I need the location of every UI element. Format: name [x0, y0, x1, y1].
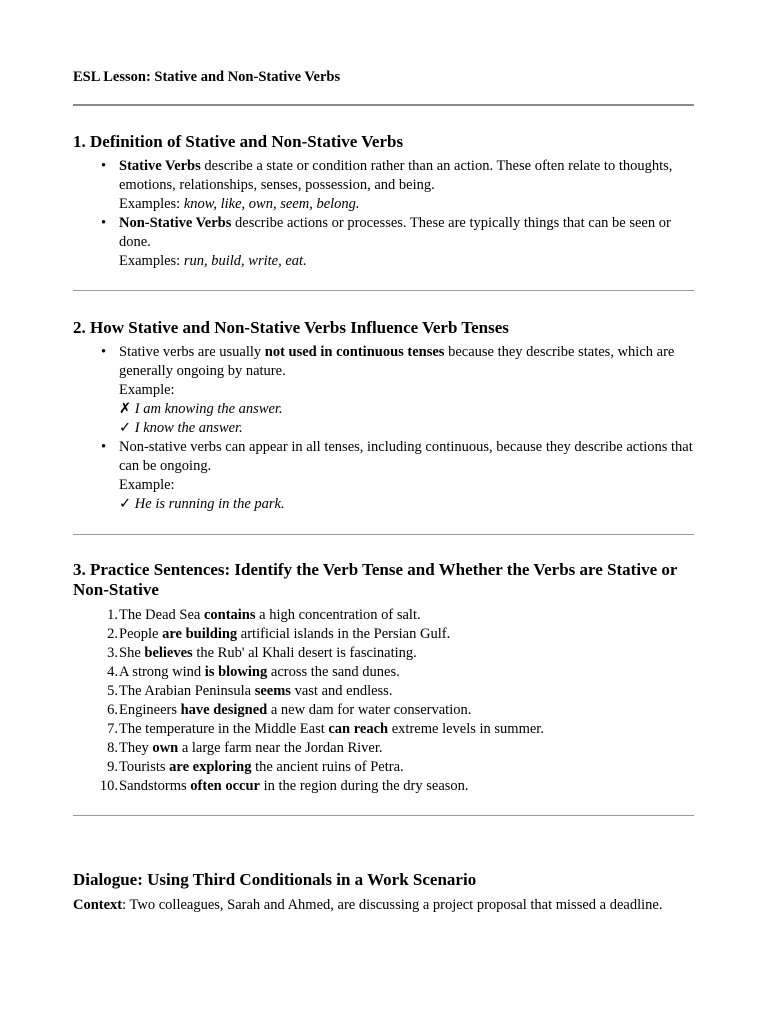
sentence-number: 8. — [107, 740, 118, 756]
sentence-number: 9. — [107, 759, 118, 775]
example-label: Example: — [119, 477, 175, 493]
term-non-stative: Non-Stative Verbs — [119, 215, 232, 231]
cross-icon: ✗ — [119, 401, 132, 417]
sentence-verb: often occur — [190, 778, 260, 794]
examples-non-stative: run, build, write, eat. — [183, 253, 307, 269]
bullet: • — [101, 439, 107, 455]
sentence-text: a high concentration of salt. — [255, 607, 421, 623]
check-icon: ✓ — [119, 496, 132, 512]
practice-sentence — [73, 663, 695, 682]
dialogue-heading: Dialogue: Using Third Conditionals in a Work Scenario — [73, 870, 477, 889]
section-1-heading: 1. Definition of Stative and Non-Stative Verbs — [73, 132, 404, 151]
list-item-non-stative-tenses — [73, 438, 695, 514]
context-label: Context — [73, 897, 123, 913]
example-label: Example: — [119, 382, 175, 398]
sentence-text: across the sand dunes. — [267, 664, 400, 680]
correct-example: He is running in the park. — [134, 496, 285, 512]
practice-sentence — [73, 644, 695, 663]
sentence-text: Engineers — [119, 702, 181, 718]
section-divider — [73, 290, 694, 291]
practice-sentence — [73, 758, 695, 777]
section-divider — [73, 534, 694, 535]
sentence-text: vast and endless. — [290, 683, 393, 699]
definition-stative: describe a state or condition rather than an action. These often relate to thoughts, emotions, relationships, senses, possession, and being. — [119, 158, 673, 193]
text: Non-stative verbs can appear in all tenses, including continuous, because they describe actions that can be ongoing. — [119, 439, 693, 474]
sentence-text: extreme levels in summer. — [388, 721, 544, 737]
sentence-number: 10. — [99, 778, 118, 794]
sentence-verb: contains — [203, 607, 256, 623]
examples-label: Examples: — [119, 196, 184, 212]
sentence-text: The Dead Sea — [119, 607, 204, 623]
bullet: • — [101, 158, 107, 174]
correct-example: I know the answer. — [134, 420, 243, 436]
sentence-text: Sandstorms — [119, 778, 191, 794]
sentence-number: 6. — [107, 702, 118, 718]
sentence-number: 5. — [107, 683, 118, 699]
sentence-verb: believes — [144, 645, 193, 661]
section-3-heading: 3. Practice Sentences: Identify the Verb Tense and Whether the Verbs are Stative or Non-Stative — [73, 560, 678, 599]
sentence-verb: seems — [254, 683, 291, 699]
practice-sentence — [73, 777, 695, 796]
sentence-verb: are exploring — [169, 759, 252, 775]
sentence-text: a new dam for water conservation. — [267, 702, 472, 718]
practice-sentence — [73, 625, 695, 644]
sentence-text: They — [119, 740, 153, 756]
sentence-number: 4. — [107, 664, 118, 680]
check-icon: ✓ — [119, 420, 132, 436]
sentence-verb: are building — [162, 626, 238, 642]
sentence-text: She — [119, 645, 145, 661]
sentence-text: A strong wind — [119, 664, 205, 680]
wrong-example: I am knowing the answer. — [134, 401, 283, 417]
sentence-text: People — [119, 626, 163, 642]
sentence-text: the Rub' al Khali desert is fascinating. — [192, 645, 417, 661]
context-text: : Two colleagues, Sarah and Ahmed, are discussing a project proposal that missed a deadline. — [122, 897, 663, 913]
examples-stative: know, like, own, seem, belong. — [183, 196, 360, 212]
sentence-text: The temperature in the Middle East — [119, 721, 329, 737]
sentence-number: 1. — [107, 607, 118, 623]
practice-sentence — [73, 606, 695, 625]
examples-label: Examples: — [119, 253, 184, 269]
text-emphasis: not used in continuous tenses — [264, 344, 445, 360]
practice-sentence — [73, 701, 695, 720]
sentence-verb: own — [152, 740, 179, 756]
sentence-text: a large farm near the Jordan River. — [178, 740, 383, 756]
bullet: • — [101, 344, 107, 360]
list-item-stative-tenses — [73, 343, 695, 438]
sentence-text: artificial islands in the Persian Gulf. — [237, 626, 451, 642]
practice-sentence — [73, 720, 695, 739]
sentence-number: 2. — [107, 626, 118, 642]
practice-sentence — [73, 739, 695, 758]
section-2-heading: 2. How Stative and Non-Stative Verbs Influence Verb Tenses — [73, 318, 509, 337]
practice-sentences-list — [73, 606, 695, 796]
sentence-text: in the region during the dry season. — [259, 778, 469, 794]
term-stative: Stative Verbs — [119, 158, 201, 174]
sentence-verb: can reach — [328, 721, 389, 737]
dialogue-context — [73, 896, 695, 915]
section-divider — [73, 815, 694, 816]
section-1-list — [73, 157, 695, 271]
document-title: ESL Lesson: Stative and Non-Stative Verbs — [73, 69, 341, 85]
practice-sentence — [73, 682, 695, 701]
list-item-stative — [73, 157, 695, 214]
sentence-verb: have designed — [180, 702, 268, 718]
text-pre: Stative verbs are usually — [119, 344, 265, 360]
sentence-text: the ancient ruins of Petra. — [251, 759, 404, 775]
definition-non-stative: describe actions or processes. These are typically things that can be seen or done. — [119, 215, 671, 250]
text-post: because they describe states, which are generally ongoing by nature. — [119, 344, 675, 379]
sentence-text: The Arabian Peninsula — [119, 683, 255, 699]
sentence-number: 7. — [107, 721, 118, 737]
sentence-text: Tourists — [119, 759, 170, 775]
section-2-list — [73, 343, 695, 514]
bullet: • — [101, 215, 107, 231]
sentence-verb: is blowing — [204, 664, 268, 680]
list-item-non-stative — [73, 214, 695, 271]
sentence-number: 3. — [107, 645, 118, 661]
title-divider — [73, 104, 694, 106]
